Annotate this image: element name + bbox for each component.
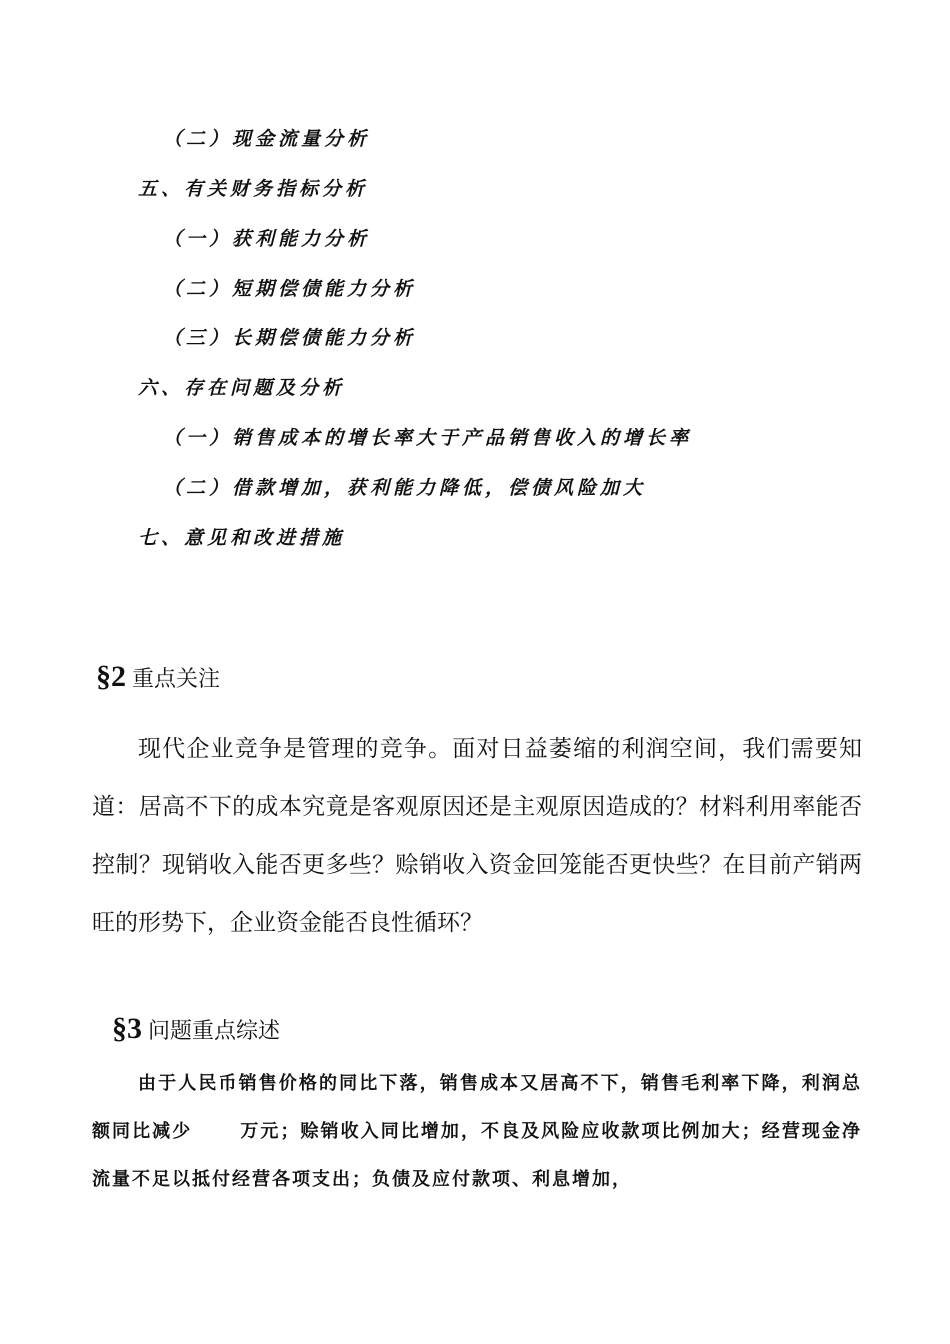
section-mark: §3 bbox=[112, 1012, 142, 1045]
toc-item: （二）短期偿债能力分析 bbox=[163, 278, 417, 300]
section-3-text-a: 由于人民币销售价格的同比下落，销售成本又居高不下，销售毛利率下降，利润总额同比减少 bbox=[92, 1073, 862, 1142]
section-3-paragraph bbox=[92, 1060, 862, 1204]
section-mark: §2 bbox=[96, 660, 126, 693]
toc-item: 六、存在问题及分析 bbox=[138, 377, 346, 399]
toc-item: 七、意见和改进措施 bbox=[138, 527, 346, 549]
section-3-heading bbox=[112, 1012, 280, 1046]
toc-item: 五、有关财务指标分析 bbox=[138, 178, 369, 200]
section-2-heading bbox=[96, 660, 220, 694]
section-3-text-b: 万元；赊销收入同比增加，不良及风险应收款项比例加大；经营现金净流量不足以抵付经营各项支出；负债及应付款项、利息增加， bbox=[92, 1121, 863, 1190]
section-title: 重点关注 bbox=[132, 667, 221, 692]
toc-item: （三）长期偿债能力分析 bbox=[163, 327, 417, 349]
toc-item: （一）销售成本的增长率大于产品销售收入的增长率 bbox=[163, 427, 693, 449]
section-2-paragraph: 现代企业竞争是管理的竞争。面对日益萎缩的利润空间，我们需要知道：居高不下的成本究竟是客观原因还是主观原因造成的？材料利用率能否控制？现销收入能否更多些？赊销收入资金回笼能否更快些？在目前产销两旺的形势下，企业资金能否良性循环？ bbox=[92, 736, 862, 936]
toc-item: （二）借款增加，获利能力降低，偿债风险加大 bbox=[163, 477, 647, 499]
toc-item: （一）获利能力分析 bbox=[163, 228, 371, 250]
toc-item: （二）现金流量分析 bbox=[163, 128, 371, 150]
section-title: 问题重点综述 bbox=[148, 1019, 281, 1044]
